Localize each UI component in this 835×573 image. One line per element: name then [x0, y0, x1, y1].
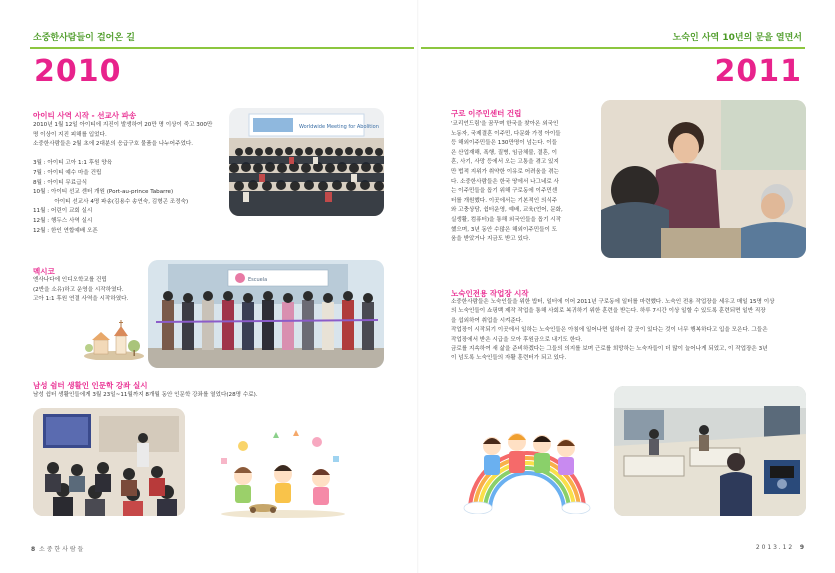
haiti-line: 11월 : 어린이 교회 실시 — [33, 208, 93, 215]
mexico-line: 엔사나다에 인디오학교를 건립 — [33, 277, 107, 283]
group-banner-text: Worldwide Meeting for Abolition — [299, 124, 379, 130]
left-footer-text: 소 중 한 사 람 들 — [39, 546, 84, 553]
guro-line: 는 이주민들을 돕기 위해 구로동에 이주민센 — [451, 188, 558, 195]
workshop-line: 을 섭외하여 취업을 시켜준다. — [451, 317, 523, 324]
haiti-line: 3월 : 아이티 고아 1:1 후원 양육 — [33, 160, 113, 167]
guro-line: 했으며, 3년 동안 수많은 해외이주민들이 도 — [451, 226, 558, 233]
ribbon-banner-text: Escuela — [248, 277, 268, 283]
haiti-line: 12월 : 한인 연합예배 오픈 — [33, 227, 98, 234]
counseling-photo — [601, 100, 806, 258]
workshop-text — [451, 298, 806, 364]
left-running-header: 소중한사람들이 걸어온 길 — [33, 33, 135, 43]
guro-line: 실생활, 컴퓨터)을 통해 외국인들을 돕기 시작 — [451, 216, 562, 223]
right-year: 2011 — [714, 54, 802, 89]
guro-line: 다. 소중한사람들은 한국 땅에서 나그네로 사 — [451, 178, 559, 185]
guro-line: 움을 받았거나 지금도 받고 있다. — [451, 236, 531, 243]
lecture-text — [33, 391, 258, 401]
village-illustration — [84, 318, 144, 360]
children-illustration — [213, 428, 353, 518]
guro-line: 와 고충상담, 쉼터운영, 예배, 교육(언어, 문화, — [451, 207, 563, 214]
guro-line: 혼, 사기, 사망 등에서 오는 고통을 겪고 있지 — [451, 159, 559, 166]
guro-line: 만 법적 지위가 취약한 이유로 어려움을 겪는 — [451, 168, 559, 175]
haiti-line: 7월 : 아이티 예수 마을 건립 — [33, 169, 102, 176]
workshop-line: 작업장에서 받은 시급을 모아 후원금으로 내기도 한다. — [451, 336, 583, 343]
right-page-number-digit: 9 — [799, 544, 804, 551]
haiti-text — [33, 121, 228, 236]
left-page-number-digit: 8 — [31, 546, 36, 553]
haiti-line: 8월 : 아이티 무료급식 — [33, 179, 88, 186]
right-running-header: 노숙인 사역 10년의 문을 열면서 — [672, 33, 802, 43]
workshop-photo — [614, 386, 806, 516]
haiti-line: 명 이상이 지진 피해를 입었다. — [33, 131, 107, 138]
mexico-line: (2반을 소유)하고 운영을 시작하였다. — [33, 286, 124, 293]
right-footer — [756, 544, 804, 551]
mexico-text — [33, 276, 128, 305]
haiti-line: 12월 : 행두스 사역 실시 — [33, 217, 93, 224]
left-header-rule — [30, 47, 414, 49]
guro-line: 노동자, 국제결혼 이주민, 다문화 가정 아이들 — [451, 130, 561, 137]
right-header-rule — [421, 47, 805, 49]
ribbon-cutting-photo — [148, 260, 384, 368]
guro-title: 구로 이주민센터 건립 — [451, 109, 522, 118]
haiti-line: 소중한사람들은 2월 초에 2대분의 응급구호 물품을 나누어주었다. — [33, 141, 194, 148]
haiti-line — [33, 150, 228, 160]
mexico-title: 멕시코 — [33, 267, 55, 276]
left-year: 2010 — [34, 54, 122, 89]
left-page-number — [31, 544, 83, 553]
lecture-title: 남성 쉼터 생활인 인문학 강좌 실시 — [33, 381, 148, 390]
page-spine — [417, 0, 419, 573]
mexico-line: 고아 1:1 후원 연결 사역을 시작하였다. — [33, 296, 129, 303]
right-footer-date: 2 0 1 3 . 1 2 — [755, 544, 793, 551]
haiti-line: 2010년 1월 12일 아이티에 지진이 발생하여 20만 명 이상이 죽고 300만 — [33, 122, 213, 128]
guro-line: 등 해외이주민들은 130만명이 넘는다. 이들 — [451, 140, 558, 147]
haiti-line: 아이티 선교사 4명 파송(김용수 송연숙, 김형곤 조정숙) — [33, 198, 189, 205]
guro-text — [451, 120, 601, 245]
rainbow-kids-illustration — [462, 424, 592, 514]
workshop-line: 금로를 지속하여 새 삶을 준비하겠다는 그들의 의지를 보며 근로를 희망하는 노숙자들이 더 많이 늘어나게 되었고, 이 작업장은 3년 — [451, 346, 768, 353]
haiti-line: 10월 : 아이티 선교 센터 개원 (Port-au-prince Tabarre) — [33, 189, 174, 196]
workshop-line: 작업장이 시작되기 이곳에서 일하는 노숙인들은 아침에 일어나면 일하러 갈 곳이 있다는 것이 너무 행복하다고 입을 모은다. 그들은 — [451, 327, 768, 334]
lecture-line: 남성 쉼터 생활인들에게 3월 23일~11월까지 8개월 동안 인문학 강좌를 열었다(28명 수료). — [33, 392, 258, 398]
workshop-line: 소중한사람들은 노숙인들을 위한 밥터, 일터에 이어 2011년 구로동에 일터를 마련했다. 노숙인 전용 작업장을 세우고 매일 15명 이상 — [451, 299, 775, 305]
guro-line: 은 산업재해, 폭행, 질병, 임금체불, 결혼, 이 — [451, 149, 558, 156]
workshop-line: 의 노숙인들이 쇼핑백 제작 작업을 통해 사회로 복귀하기 위한 훈련을 받는다. 하루 7시간 이상 일할 수 있도록 훈련되면 일반 직장 — [451, 308, 766, 315]
workshop-line: 이 넘도록 노숙인들의 자활 훈련터가 되고 있다. — [451, 355, 567, 362]
lecture-photo — [33, 408, 185, 516]
workshop-title: 노숙인전용 작업장 시작 — [451, 289, 529, 298]
haiti-title: 아이티 사역 시작 - 선교사 파송 — [33, 111, 137, 120]
guro-line: '코리언드림'을 꿈꾸며 한국을 찾아온 외국인 — [451, 121, 559, 127]
guro-line: 터를 개원했다. 이곳에서는 기본적인 의식주 — [451, 197, 558, 204]
haiti-group-photo — [229, 108, 384, 216]
